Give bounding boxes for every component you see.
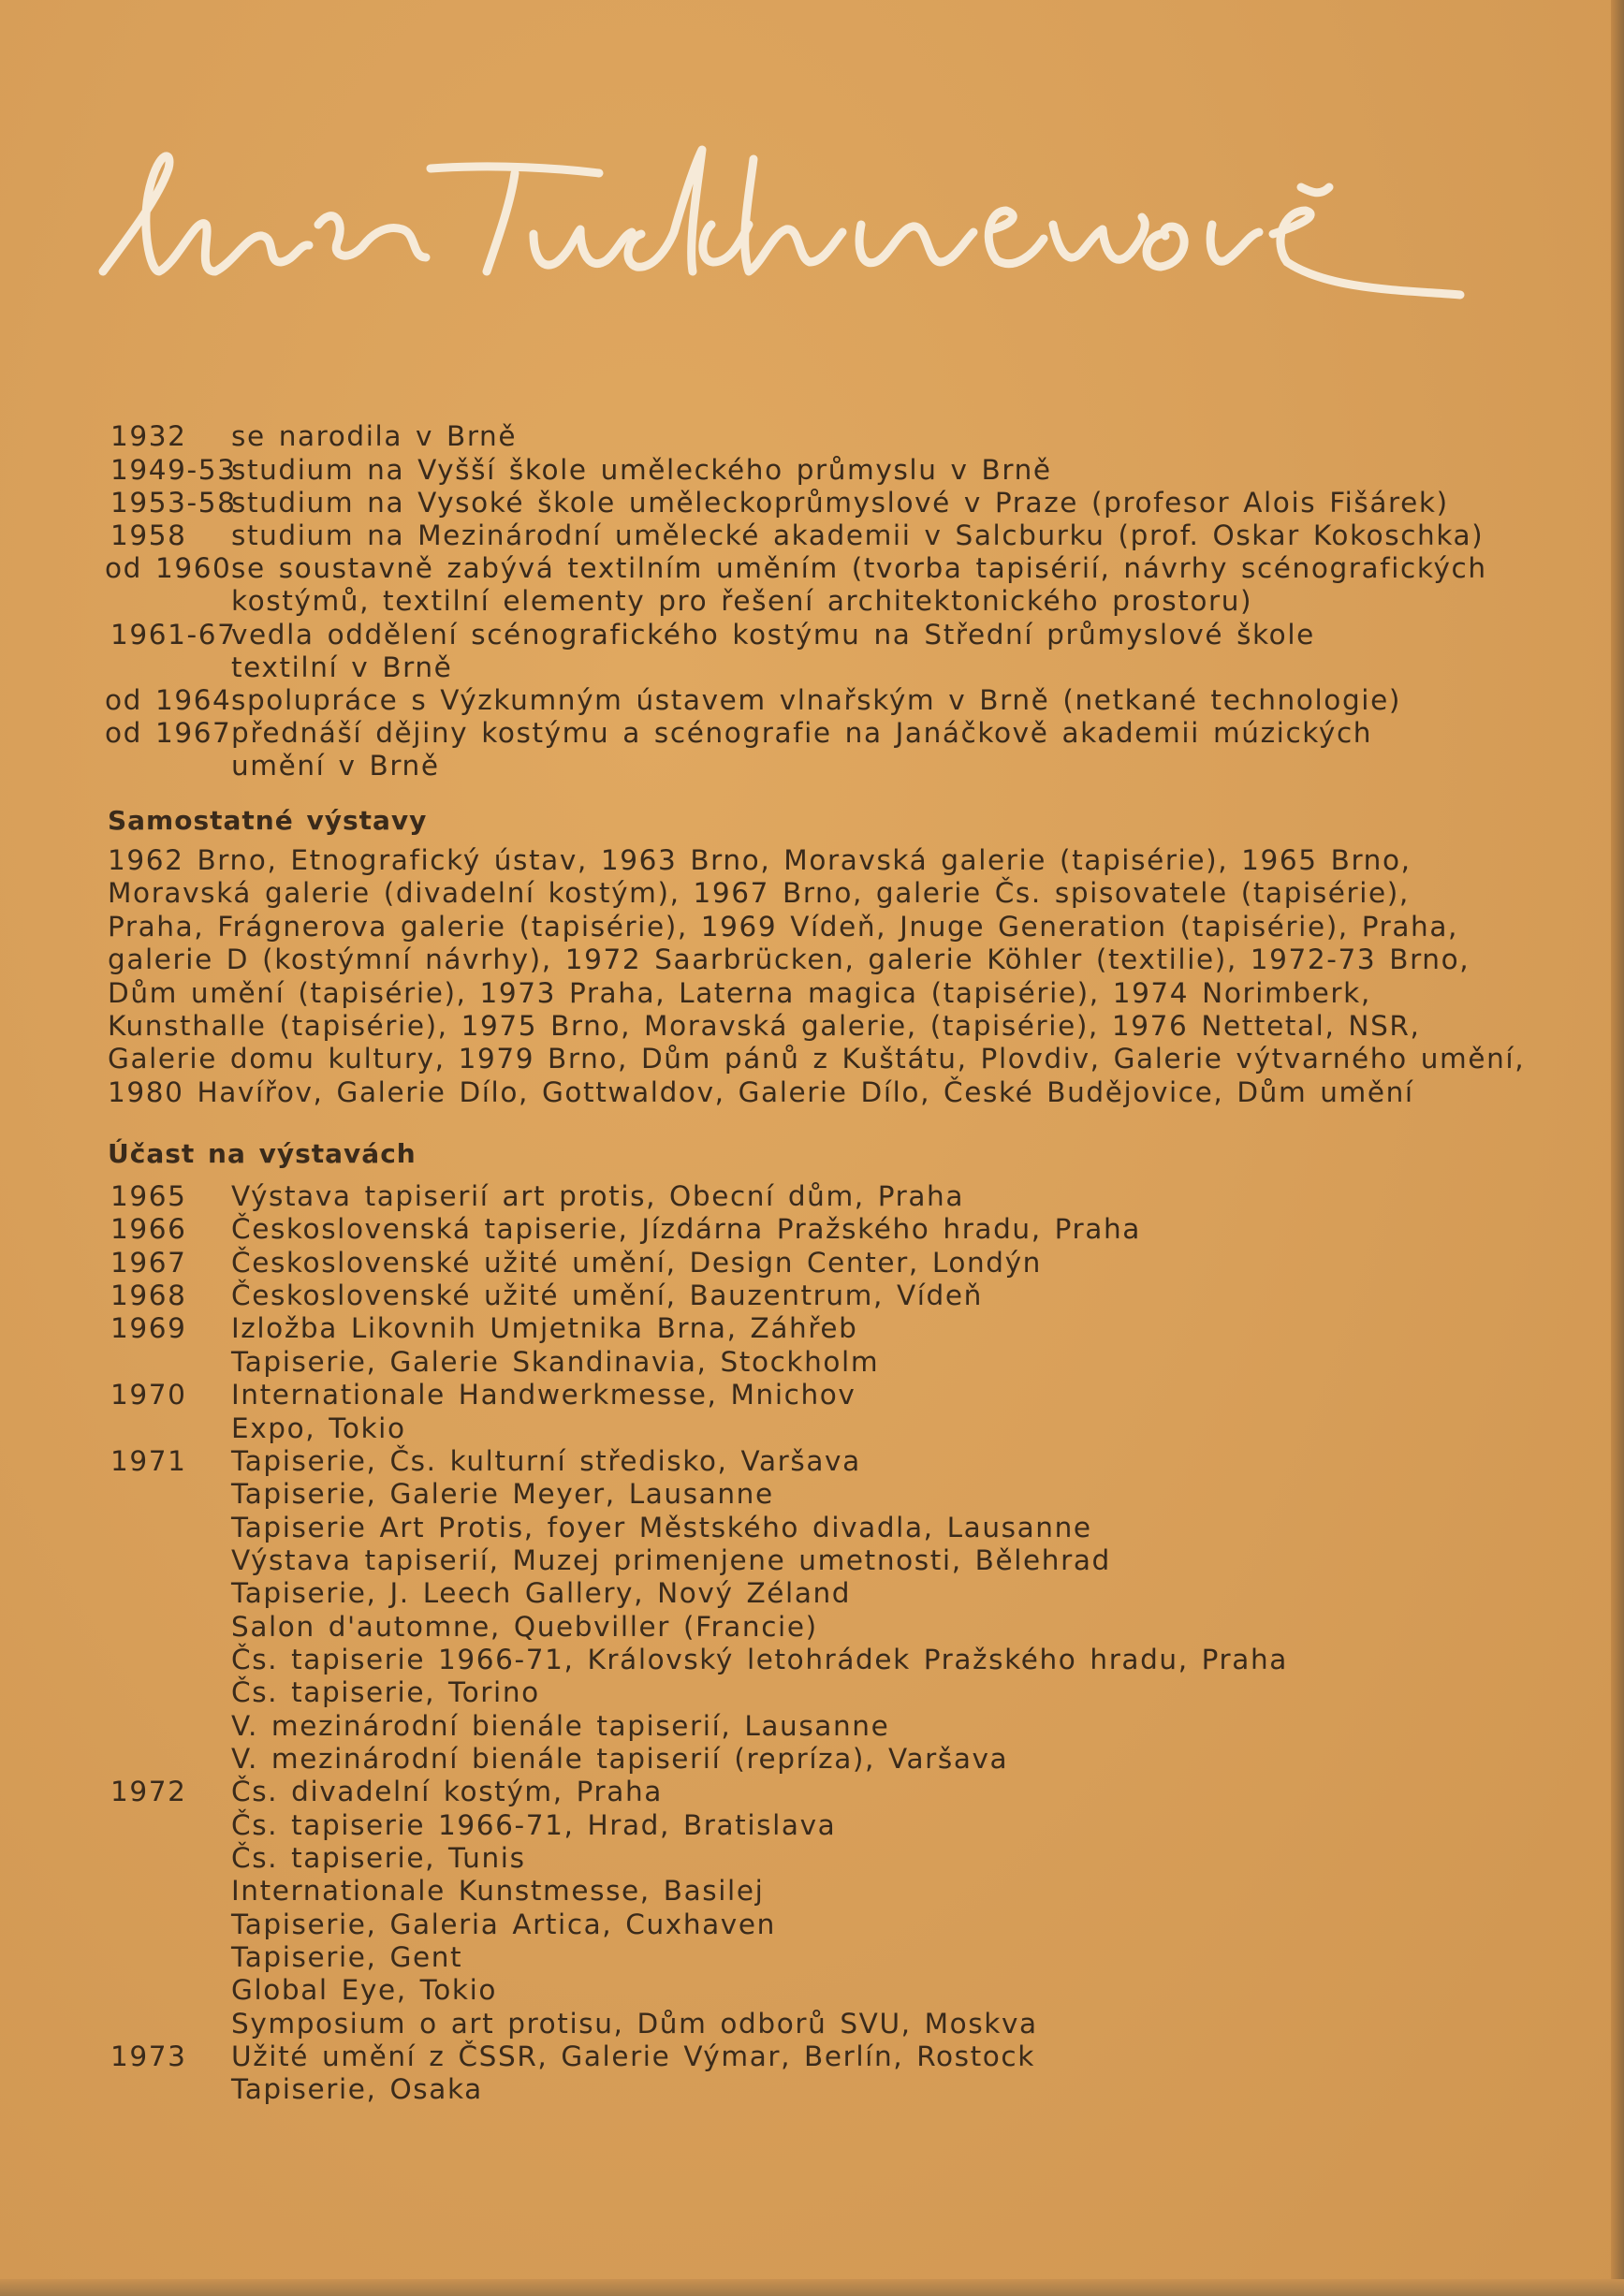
group-text: Internationale Kunstmesse, Basilej [231,1875,765,1908]
group-text: Československá tapiserie, Jízdárna Pražského hradu, Praha [231,1213,1141,1246]
group-text: Čs. tapiserie 1966-71, Hrad, Bratislava [231,1808,837,1841]
group-year: 1971 [110,1444,187,1477]
bio-text: studium na Vysoké škole uměleckoprůmyslové v Praze (profesor Alois Fišárek) [231,487,1449,519]
bio-text: studium na Vyšší škole uměleckého průmyslu v Brně [231,454,1052,486]
solo-line: Moravská galerie (divadelní kostým), 1967 Brno, galerie Čs. spisovatele (tapisérie), [108,877,1410,910]
group-year: 1969 [110,1312,187,1345]
group-year: 1972 [110,1776,187,1808]
group-text: Užité umění z ČSSR, Galerie Výmar, Berlín, Rostock [231,2040,1035,2073]
bio-text: studium na Mezinárodní umělecké akademii v Salcburku (prof. Oskar Kokoschka) [231,519,1485,551]
solo-exhibitions-text [108,844,1526,1109]
bio-year: od 1964 [105,684,232,716]
bio-text: kostýmů, textilní elementy pro řešení architektonického prostoru) [231,585,1253,617]
bio-text: se soustavně zabývá textilním uměním (tvorba tapisérií, návrhy scénografických [231,552,1487,584]
bio-text: textilní v Brně [231,651,453,683]
group-text: Tapiserie, Osaka [231,2073,483,2106]
group-text: Tapiserie, Čs. kulturní středisko, Varšava [231,1444,861,1477]
group-text: Tapiserie Art Protis, foyer Městského divadla, Lausanne [231,1511,1092,1543]
group-text: Global Eye, Tokio [231,1974,498,2007]
bio-text: spolupráce s Výzkumným ústavem vlnařským v Brně (netkané technologie) [231,684,1401,716]
group-year: 1966 [110,1213,187,1246]
group-text: Československé užité umění, Bauzentrum, Vídeň [231,1280,983,1311]
group-text: Internationale Handwerkmesse, Mnichov [231,1379,856,1411]
bio-year: 1953-58 [110,487,237,519]
bio-text: umění v Brně [231,750,440,782]
group-year: 1968 [110,1280,187,1311]
group-text: Tapiserie, Galeria Artica, Cuxhaven [231,1908,776,1940]
group-year: 1970 [110,1379,187,1411]
solo-line: Kunsthalle (tapisérie), 1975 Brno, Moravská galerie, (tapisérie), 1976 Nettetal, NSR, [108,1009,1421,1042]
group-text: Tapiserie, Galerie Meyer, Lausanne [231,1478,774,1511]
solo-line: Praha, Frágnerova galerie (tapisérie), 1969 Vídeň, Jnuge Generation (tapisérie), Praha, [108,910,1458,943]
group-text: Čs. divadelní kostým, Praha [231,1776,663,1808]
group-text: Čs. tapiserie, Tunis [231,1842,526,1874]
bio-text: se narodila v Brně [231,420,518,452]
group-text: Tapiserie, Gent [231,1941,463,1974]
group-exhibitions-heading: Účast na výstavách [108,1138,417,1169]
group-year: 1965 [110,1180,187,1212]
bio-year: 1961-67 [110,619,237,651]
group-text: Tapiserie, Galerie Skandinavia, Stockholm [231,1345,880,1378]
bio-year: od 1960 [105,552,232,584]
solo-exhibitions-heading: Samostatné výstavy [108,805,428,836]
bio-year: 1949-53 [110,454,237,486]
group-text: Expo, Tokio [231,1411,406,1444]
solo-line: Dům umění (tapisérie), 1973 Praha, Laterna magica (tapisérie), 1974 Norimberk, [108,976,1371,1009]
group-text: Symposium o art protisu, Dům odborů SVU, Moskva [231,2007,1038,2040]
group-text: Tapiserie, J. Leech Gallery, Nový Zéland [231,1577,852,1610]
group-year: 1967 [110,1246,187,1279]
solo-line: 1980 Havířov, Galerie Dílo, Gottwaldov, Galerie Dílo, České Budějovice, Dům umění [108,1075,1414,1108]
group-text: Čs. tapiserie 1966-71, Královský letohrádek Pražského hradu, Praha [231,1643,1288,1675]
bio-text: vedla oddělení scénografického kostýmu na Střední průmyslové škole [231,619,1315,651]
bio-year: 1932 [110,420,187,452]
bio-year: od 1967 [105,717,232,749]
group-text: Československé užité umění, Design Center, Londýn [231,1246,1042,1279]
solo-line: galerie D (kostýmní návrhy), 1972 Saarbrücken, galerie Köhler (textilie), 1972-73 Brno, [108,943,1470,976]
group-text: V. mezinárodní bienále tapiserií, Lausanne [231,1709,890,1742]
group-text: Salon d'automne, Quebviller (Francie) [231,1610,818,1643]
bio-text: přednáší dějiny kostýmu a scénografie na Janáčkově akademii múzických [231,717,1373,749]
solo-line: 1962 Brno, Etnografický ústav, 1963 Brno, Moravská galerie (tapisérie), 1965 Brno, [108,844,1412,876]
group-text: Výstava tapiserií, Muzej primenjene umetnosti, Bělehrad [231,1543,1111,1576]
group-text: Čs. tapiserie, Torino [231,1676,540,1709]
group-text: V. mezinárodní bienále tapiserií (repríza), Varšava [231,1743,1009,1775]
group-text: Izložba Likovnih Umjetnika Brna, Záhřeb [231,1312,858,1345]
bio-year: 1958 [110,519,187,551]
group-text: Výstava tapiserií art protis, Obecní dům, Praha [231,1180,964,1212]
group-year: 1973 [110,2040,187,2073]
solo-line: Galerie domu kultury, 1979 Brno, Dům pánů z Kuštátu, Plovdiv, Galerie výtvarného umění, [108,1043,1526,1075]
